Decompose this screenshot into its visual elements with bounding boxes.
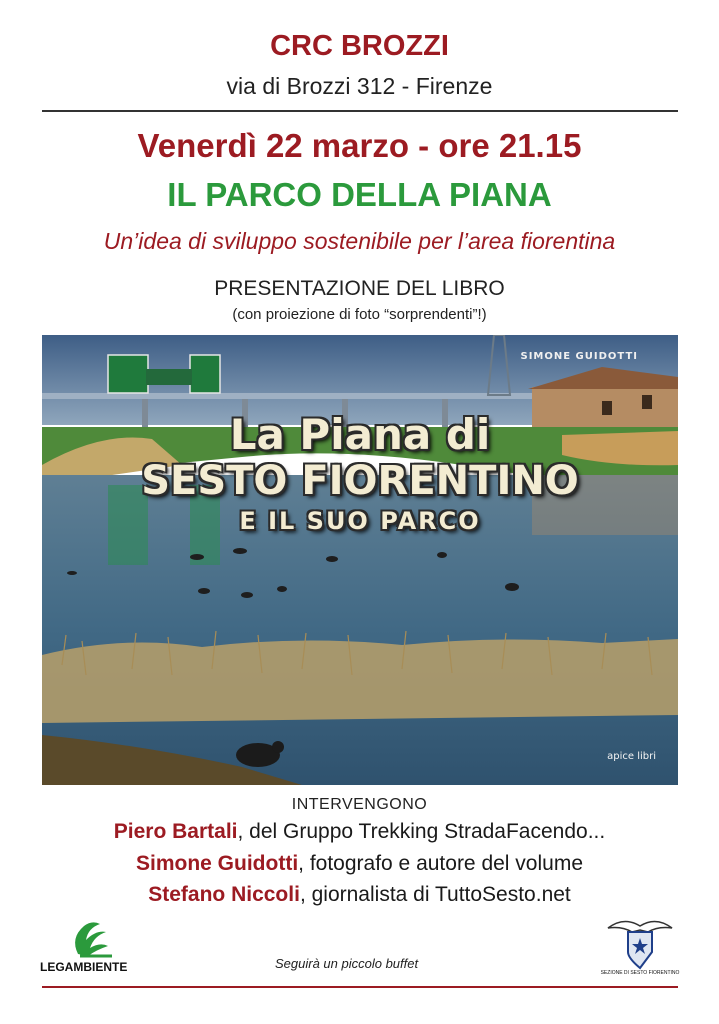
venue-name: CRC BROZZI bbox=[270, 30, 449, 62]
speaker-role: , del Gruppo Trekking StradaFacendo... bbox=[237, 820, 606, 843]
event-title: IL PARCO DELLA PIANA bbox=[167, 176, 552, 213]
presentation-note: (con proiezione di foto “sorprendenti”!) bbox=[232, 306, 487, 323]
book-title-line-1: La Piana di bbox=[229, 410, 491, 459]
book-publisher: apice libri bbox=[607, 751, 656, 762]
book-author: SIMONE GUIDOTTI bbox=[520, 351, 638, 362]
cover-photo-illustration bbox=[42, 335, 678, 785]
speaker-name: Stefano Niccoli bbox=[148, 883, 300, 906]
book-cover-image bbox=[42, 335, 678, 785]
event-subtitle: Un’idea di sviluppo sostenibile per l’area fiorentina bbox=[103, 228, 616, 254]
speaker-name: Simone Guidotti bbox=[136, 852, 299, 875]
speakers-heading: INTERVENGONO bbox=[291, 796, 428, 813]
buffet-note: Seguirà un piccolo buffet bbox=[275, 956, 419, 971]
speaker-role: , giornalista di TuttoSesto.net bbox=[299, 883, 571, 906]
legambiente-logo-label: LEGAMBIENTE bbox=[40, 960, 128, 974]
bottom-divider bbox=[42, 986, 678, 988]
speaker-item bbox=[0, 820, 719, 844]
top-divider bbox=[42, 110, 678, 112]
speaker-item bbox=[0, 852, 719, 876]
speaker-name: Piero Bartali bbox=[113, 820, 238, 843]
speaker-role: , fotografo e autore del volume bbox=[298, 852, 583, 875]
venue-address: via di Brozzi 312 - Firenze bbox=[226, 73, 493, 99]
event-date-time: Venerdì 22 marzo - ore 21.15 bbox=[137, 127, 582, 164]
cai-eagle-emblem-icon bbox=[604, 912, 676, 974]
presentation-heading: PRESENTAZIONE DEL LIBRO bbox=[214, 277, 505, 300]
cai-section-label: SEZIONE DI SESTO FIORENTINO bbox=[600, 970, 680, 976]
book-title-line-3: E IL SUO PARCO bbox=[239, 507, 481, 535]
book-title-line-2: SESTO FIORENTINO bbox=[141, 458, 579, 504]
speaker-item bbox=[0, 883, 719, 907]
